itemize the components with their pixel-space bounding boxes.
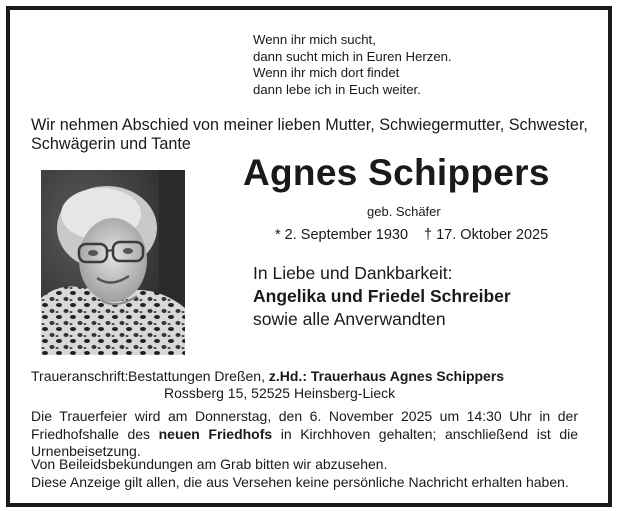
mourners-others: sowie alle Anverwandten <box>253 309 446 329</box>
ceremony-line: Die Trauerfeier wird am Donnerstag, den 6. November 2025 um 14:30 Uhr in der <box>31 408 578 424</box>
address-label: Traueranschrift: <box>31 368 129 384</box>
life-dates <box>275 227 548 243</box>
poem-line: Wenn ihr mich sucht, <box>253 32 376 47</box>
poem-line: dann lebe ich in Euch weiter. <box>253 81 421 97</box>
poem-line: dann sucht mich in Euren Herzen. <box>253 48 452 64</box>
notes <box>31 456 569 491</box>
mourners-intro: In Liebe und Dankbarkeit: <box>253 263 453 283</box>
ceremony-line: Friedhofshalle des neuen Friedhofs in Kirchhoven gehalten; anschließend ist die <box>31 425 579 442</box>
address-street: Rossberg 15, 52525 Heinsberg-Lieck <box>164 385 396 401</box>
address-attention: z.Hd.: Trauerhaus Agnes Schippers <box>268 368 505 384</box>
ceremony-text <box>31 408 578 461</box>
mourning-address <box>31 368 504 402</box>
address-company: Bestattungen Dreßen, <box>128 368 265 384</box>
portrait-photo <box>41 170 185 355</box>
poem <box>253 32 452 98</box>
mourners <box>253 262 511 331</box>
death-date: † 17. Oktober 2025 <box>424 227 549 243</box>
notice-note: Diese Anzeige gilt allen, die aus Versehen keine persönliche Nachricht erhalten haben. <box>31 473 569 490</box>
poem-line: Wenn ihr mich dort findet <box>253 65 400 80</box>
deceased-name: Agnes Schippers <box>243 152 550 193</box>
mourners-names: Angelika und Friedel Schreiber <box>253 286 511 306</box>
cemetery-name: neuen Friedhofs <box>158 425 273 442</box>
birth-name: geb. Schäfer <box>367 204 441 219</box>
intro-text: Wir nehmen Abschied von meiner lieben Mutter, Schwiegermutter, Schwester, Schwägerin und Tante <box>31 116 588 153</box>
ceremony-line: Urnenbeisetzung. <box>31 443 141 459</box>
birth-date: * 2. September 1930 <box>275 227 409 243</box>
condolence-note: Von Beileidsbekundungen am Grab bitten wir abzusehen. <box>31 456 388 472</box>
